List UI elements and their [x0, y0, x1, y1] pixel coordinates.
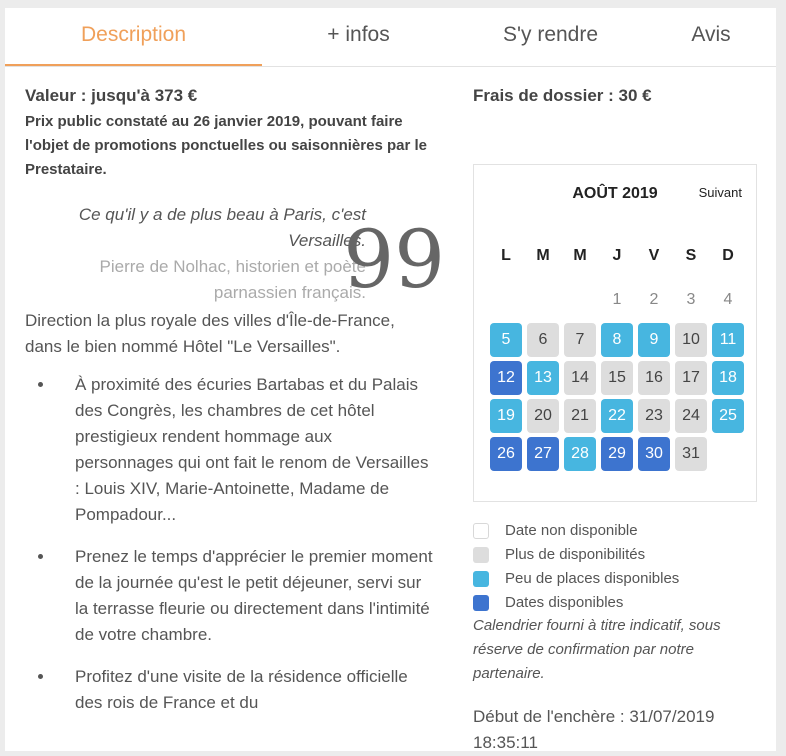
availability-calendar	[473, 164, 757, 502]
calendar-day[interactable]: 11	[712, 323, 744, 357]
calendar-day: 7	[564, 323, 596, 357]
calendar-day[interactable]: 19	[490, 399, 522, 433]
legend-swatch-available	[473, 595, 489, 611]
calendar-next-button[interactable]: Suivant	[698, 185, 742, 200]
valeur-text: Valeur : jusqu'à 373 €	[25, 86, 198, 105]
tab-infos[interactable]: + infos	[327, 23, 390, 46]
description-column	[25, 86, 445, 732]
list-item: • Prenez le temps d'apprécier le premier moment de la journée qu'est le petit déjeuner, servi sur la terrasse fleurie ou directement dans l'intimité de votre chambre.	[55, 544, 433, 648]
calendar-day: 24	[675, 399, 707, 433]
feature-list	[25, 372, 433, 716]
list-item: • Profitez d'une visite de la résidence officielle des rois de France et du	[55, 664, 433, 716]
legend-item	[473, 544, 763, 568]
legend-item	[473, 520, 763, 544]
legend-item	[473, 592, 763, 616]
calendar-day[interactable]: 9	[638, 323, 670, 357]
legend-label: Peu de places disponibles	[505, 570, 680, 587]
calendar-day: 17	[675, 361, 707, 395]
calendar-note: Calendrier fourni à titre indicatif, sous réserve de confirmation par notre partenaire.	[473, 617, 721, 682]
calendar-day[interactable]: 12	[490, 361, 522, 395]
weekday-label: M	[573, 247, 587, 264]
prix-text: Prix public constaté au 26 janvier 2019, pouvant faire l'objet de promotions ponctuelles ou saisonnières par le Prestataire.	[25, 113, 427, 178]
calendar-day[interactable]: 25	[712, 399, 744, 433]
calendar-day[interactable]: 13	[527, 361, 559, 395]
offer-panel	[5, 8, 776, 751]
calendar-day: 21	[564, 399, 596, 433]
legend-label: Plus de disponibilités	[505, 546, 646, 563]
calendar-day[interactable]: 28	[564, 437, 596, 471]
calendar-day[interactable]: 27	[527, 437, 559, 471]
calendar-day: 4	[712, 283, 744, 317]
calendar-day: 14	[564, 361, 596, 395]
calendar-day: 15	[601, 361, 633, 395]
legend-label: Dates disponibles	[505, 594, 624, 611]
calendar-legend	[473, 520, 763, 756]
calendar-day: 23	[638, 399, 670, 433]
intro-text: Direction la plus royale des villes d'Île-de-France, dans le bien nommé Hôtel "Le Versailles".	[25, 311, 395, 356]
weekday-label: M	[536, 247, 550, 264]
weekday-label: J	[612, 247, 622, 264]
legend-swatch-unavailable	[473, 523, 489, 539]
legend-label: Date non disponible	[505, 522, 638, 539]
legend-swatch-full	[473, 547, 489, 563]
calendar-day[interactable]: 30	[638, 437, 670, 471]
legend-item	[473, 568, 763, 592]
calendar-day: 31	[675, 437, 707, 471]
tab-sy-rendre[interactable]: S'y rendre	[502, 23, 599, 46]
calendar-day: 6	[527, 323, 559, 357]
frais-text: Frais de dossier : 30 €	[473, 86, 652, 105]
weekday-label: D	[722, 247, 734, 264]
weekday-label: S	[685, 247, 697, 264]
calendar-day: 16	[638, 361, 670, 395]
tab-description[interactable]: Description	[5, 8, 262, 66]
calendar-day: 20	[527, 399, 559, 433]
calendar-day[interactable]: 22	[601, 399, 633, 433]
calendar-day[interactable]: 26	[490, 437, 522, 471]
auction-start: Début de l'enchère : 31/07/2019 18:35:11	[473, 707, 715, 752]
booking-column	[473, 86, 757, 752]
calendar-day[interactable]: 29	[601, 437, 633, 471]
quote-mark-icon: 99	[343, 213, 445, 306]
calendar-day: 3	[675, 283, 707, 317]
calendar-day[interactable]: 18	[712, 361, 744, 395]
calendar-day: 2	[638, 283, 670, 317]
quote-text: Ce qu'il y a de plus beau à Paris, c'est Versailles.	[78, 205, 366, 250]
quote-block	[25, 202, 445, 306]
calendar-day[interactable]: 5	[490, 323, 522, 357]
calendar-day: 10	[675, 323, 707, 357]
tab-bar	[5, 8, 776, 67]
weekday-label: V	[648, 247, 660, 264]
quote-author: Pierre de Nolhac, historien et poète parnassien français.	[99, 257, 366, 302]
calendar-day: 1	[601, 283, 633, 317]
calendar-month-title: AOÛT 2019	[572, 185, 658, 202]
list-item: • À proximité des écuries Bartabas et du Palais des Congrès, les chambres de cet hôtel prestigieux rendent hommage aux personnages qui ont fait le renom de Versailles : Louis XIV, Marie-Antoinette, Madame de Pompadour...	[55, 372, 433, 528]
calendar-day[interactable]: 8	[601, 323, 633, 357]
weekday-label: L	[501, 247, 511, 264]
tab-avis[interactable]: Avis	[691, 23, 731, 46]
legend-swatch-few	[473, 571, 489, 587]
